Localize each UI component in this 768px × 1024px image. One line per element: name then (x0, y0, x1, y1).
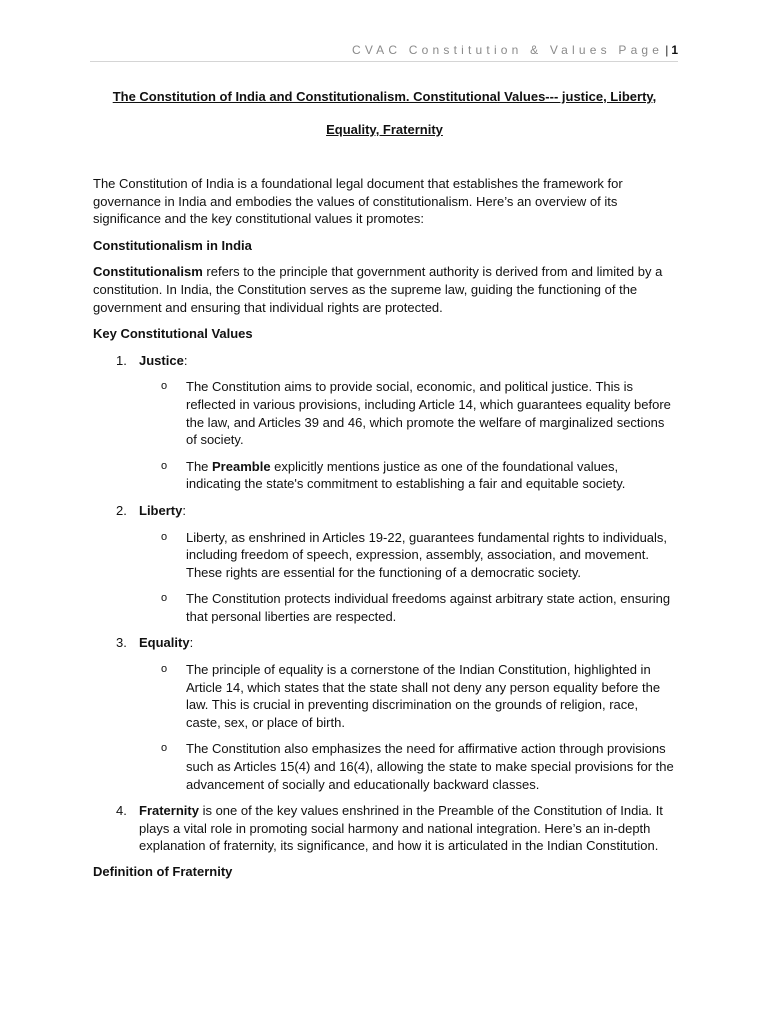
list-number: 4. (116, 803, 127, 819)
sub-list (139, 661, 676, 793)
point-text: The Constitution also emphasizes the need for affirmative action through provisions such as Articles 15(4) and 16(4), allowing the state to make special provisions for the advancement of socially and educationally backward classes. (186, 741, 674, 792)
list-item (139, 661, 676, 731)
point-text-pre: The (186, 458, 213, 474)
sub-list (139, 529, 676, 626)
title-line-1: The Constitution of India and Constitutionalism. Constitutional Values--- justice, Liberty, (112, 89, 657, 104)
value-term: Liberty (139, 502, 183, 518)
running-header (90, 42, 678, 60)
preamble-term: Preamble (212, 458, 271, 474)
list-number: 2. (116, 502, 127, 518)
value-term: Equality (139, 635, 190, 651)
section-heading-constitutionalism: Constitutionalism in India (93, 237, 252, 253)
bullet-icon: o (161, 742, 168, 755)
values-list (93, 352, 676, 855)
title-line-2: Equality, Fraternity (326, 122, 443, 137)
constitutionalism-term: Constitutionalism (93, 264, 203, 280)
sub-list (139, 378, 676, 493)
list-item (93, 502, 676, 626)
point-text: Liberty, as enshrined in Articles 19-22, guarantees fundamental rights to individuals, including freedom of speech, expression, assembly, association, and movement. These rights are essential for the functioning of a democratic society. (186, 529, 668, 580)
document-title (93, 80, 676, 146)
page-number: 1 (671, 43, 678, 57)
list-item (93, 352, 676, 493)
value-term: Fraternity (139, 803, 199, 819)
header-divider (90, 61, 678, 62)
list-item (139, 590, 676, 625)
bullet-icon: o (161, 380, 168, 393)
term-colon: : (183, 352, 188, 368)
list-item (139, 740, 676, 793)
running-title: CVAC Constitution & Values Page (352, 43, 664, 57)
list-item (93, 802, 676, 855)
list-item (93, 634, 676, 793)
constitutionalism-text: refers to the principle that government authority is derived from and limited by a constitution. In India, the Constitution serves as the supreme law, guiding the functioning of the government and ensuring that individual rights are protected. (93, 264, 663, 315)
bullet-icon: o (161, 530, 168, 543)
bullet-icon: o (161, 663, 168, 676)
point-text: The principle of equality is a cornerstone of the Indian Constitution, highlighted in Article 14, which states that the state shall not deny any person equality before the law. This is crucial in preventing discrimination on the grounds of religion, race, caste, sex, or place of birth. (186, 662, 661, 730)
term-colon: : (189, 635, 194, 651)
bullet-icon: o (161, 592, 168, 605)
constitutionalism-paragraph (93, 263, 676, 316)
intro-paragraph: The Constitution of India is a foundational legal document that establishes the framework for governance in India and embodies the values of constitutionalism. Here’s an overview of its significance and the key constitutional values it promotes: (93, 176, 623, 227)
bullet-icon: o (161, 459, 168, 472)
point-text: The Constitution aims to provide social, economic, and political justice. This is reflected in various provisions, including Article 14, which guarantees equality before the law, and Articles 39 and 46, which promote the welfare of marginalized sections of society. (186, 379, 671, 448)
point-text-post: explicitly mentions justice as one of the foundational values, indicating the state's commitment to establishing a fair and equitable society. (186, 458, 626, 492)
list-number: 3. (116, 635, 127, 651)
section-heading-key-values: Key Constitutional Values (93, 326, 253, 342)
list-item (139, 529, 676, 582)
list-item (139, 378, 676, 448)
term-colon: : (182, 502, 186, 518)
list-number: 1. (116, 352, 127, 368)
point-text: The Constitution protects individual freedoms against arbitrary state action, ensuring that personal liberties are respected. (186, 591, 671, 624)
document-body (93, 80, 676, 890)
value-term: Justice (139, 352, 184, 368)
fraternity-text: is one of the key values enshrined in the Preamble of the Constitution of India. It plays a vital role in promoting social harmony and national integration. Here’s an in-depth explanation of fraternity, its significance, and how it is articulated in the Indian Constitution. (139, 803, 663, 854)
list-item (139, 458, 676, 493)
section-heading-fraternity: Definition of Fraternity (93, 864, 233, 879)
header-separator: | (665, 43, 669, 57)
